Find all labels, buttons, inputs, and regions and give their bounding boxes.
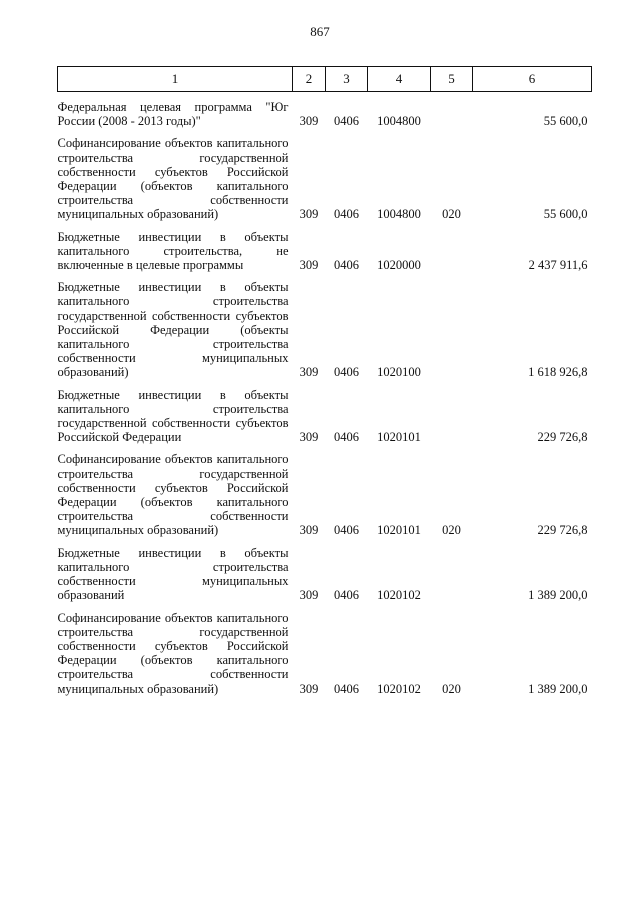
row-code-2: 309 xyxy=(299,588,319,603)
page-number: 867 xyxy=(310,24,330,39)
row-code-4: 1004800 xyxy=(377,114,421,129)
row-code-3: 0406 xyxy=(334,258,359,273)
column-header-1: 1 xyxy=(58,67,293,92)
column-header-3: 3 xyxy=(326,67,368,92)
row-amount: 55 600,0 xyxy=(543,207,588,222)
table-row xyxy=(58,280,592,379)
row-code-4: 1020102 xyxy=(377,588,421,603)
row-amount: 55 600,0 xyxy=(543,114,588,129)
row-code-2: 309 xyxy=(299,681,319,696)
row-code-4: 1020101 xyxy=(377,430,421,445)
row-amount: 1 389 200,0 xyxy=(528,588,588,603)
row-code-5 xyxy=(431,100,473,128)
row-code-4: 1020100 xyxy=(377,365,421,380)
row-code-3: 0406 xyxy=(334,523,359,538)
row-description: Бюджетные инвестиции в объекты капитального строительства государственной собственности субъектов Российской Федерации (объекты капитального строительства собственности муниципальных образований) xyxy=(57,280,289,380)
table-row xyxy=(58,546,592,603)
row-code-3: 0406 xyxy=(334,430,359,445)
row-code-3: 0406 xyxy=(334,681,359,696)
row-code-4: 1004800 xyxy=(377,207,421,222)
row-amount: 1 389 200,0 xyxy=(528,681,588,696)
row-code-5 xyxy=(431,546,473,603)
row-code-2: 309 xyxy=(299,258,319,273)
row-amount: 1 618 926,8 xyxy=(528,365,588,380)
row-code-2: 309 xyxy=(299,523,319,538)
row-description: Софинансирование объектов капитального строительства государственной собственности субъектов Российской Федерации (объектов капитального строительства собственности муниципальных образований) xyxy=(57,452,289,538)
row-amount: 2 437 911,6 xyxy=(528,258,588,273)
table-row xyxy=(58,230,592,273)
row-code-3: 0406 xyxy=(334,365,359,380)
row-code-5 xyxy=(431,280,473,379)
row-code-4: 1020101 xyxy=(377,523,421,538)
row-code-4: 1020102 xyxy=(377,681,421,696)
budget-table xyxy=(57,66,592,696)
row-code-2: 309 xyxy=(299,365,319,380)
row-amount: 229 726,8 xyxy=(537,430,588,445)
row-description: Федеральная целевая программа "Юг России (2008 - 2013 годы)" xyxy=(57,100,289,129)
row-code-2: 309 xyxy=(299,207,319,222)
column-header-6: 6 xyxy=(473,67,592,92)
row-code-3: 0406 xyxy=(334,588,359,603)
table-row xyxy=(58,611,592,696)
row-amount: 229 726,8 xyxy=(537,523,588,538)
row-code-5 xyxy=(431,230,473,273)
row-code-3: 0406 xyxy=(334,114,359,129)
row-code-2: 309 xyxy=(299,114,319,129)
table-row xyxy=(58,136,592,221)
row-code-5: 020 xyxy=(442,681,461,696)
row-description: Софинансирование объектов капитального строительства государственной собственности субъектов Российской Федерации (объектов капитального строительства собственности муниципальных образований) xyxy=(57,610,289,696)
row-description: Бюджетные инвестиции в объекты капитального строительства собственности муниципальных образований xyxy=(57,545,289,603)
column-header-5: 5 xyxy=(431,67,473,92)
row-code-4: 1020000 xyxy=(377,258,421,273)
table-row xyxy=(58,452,592,537)
row-code-5 xyxy=(431,388,473,445)
row-code-3: 0406 xyxy=(334,207,359,222)
row-code-5: 020 xyxy=(442,523,461,538)
column-header-4: 4 xyxy=(368,67,431,92)
header-row xyxy=(58,67,592,92)
column-header-2: 2 xyxy=(293,67,326,92)
row-description: Софинансирование объектов капитального строительства государственной собственности субъектов Российской Федерации (объектов капитального строительства собственности муниципальных образований) xyxy=(57,136,289,222)
table-row xyxy=(58,388,592,445)
table-row xyxy=(58,100,592,128)
row-description: Бюджетные инвестиции в объекты капитального строительства, не включенные в целевые программы xyxy=(57,229,289,273)
row-code-5: 020 xyxy=(442,207,461,222)
row-description: Бюджетные инвестиции в объекты капитального строительства государственной собственности субъектов Российской Федерации xyxy=(57,387,289,445)
row-code-2: 309 xyxy=(299,430,319,445)
